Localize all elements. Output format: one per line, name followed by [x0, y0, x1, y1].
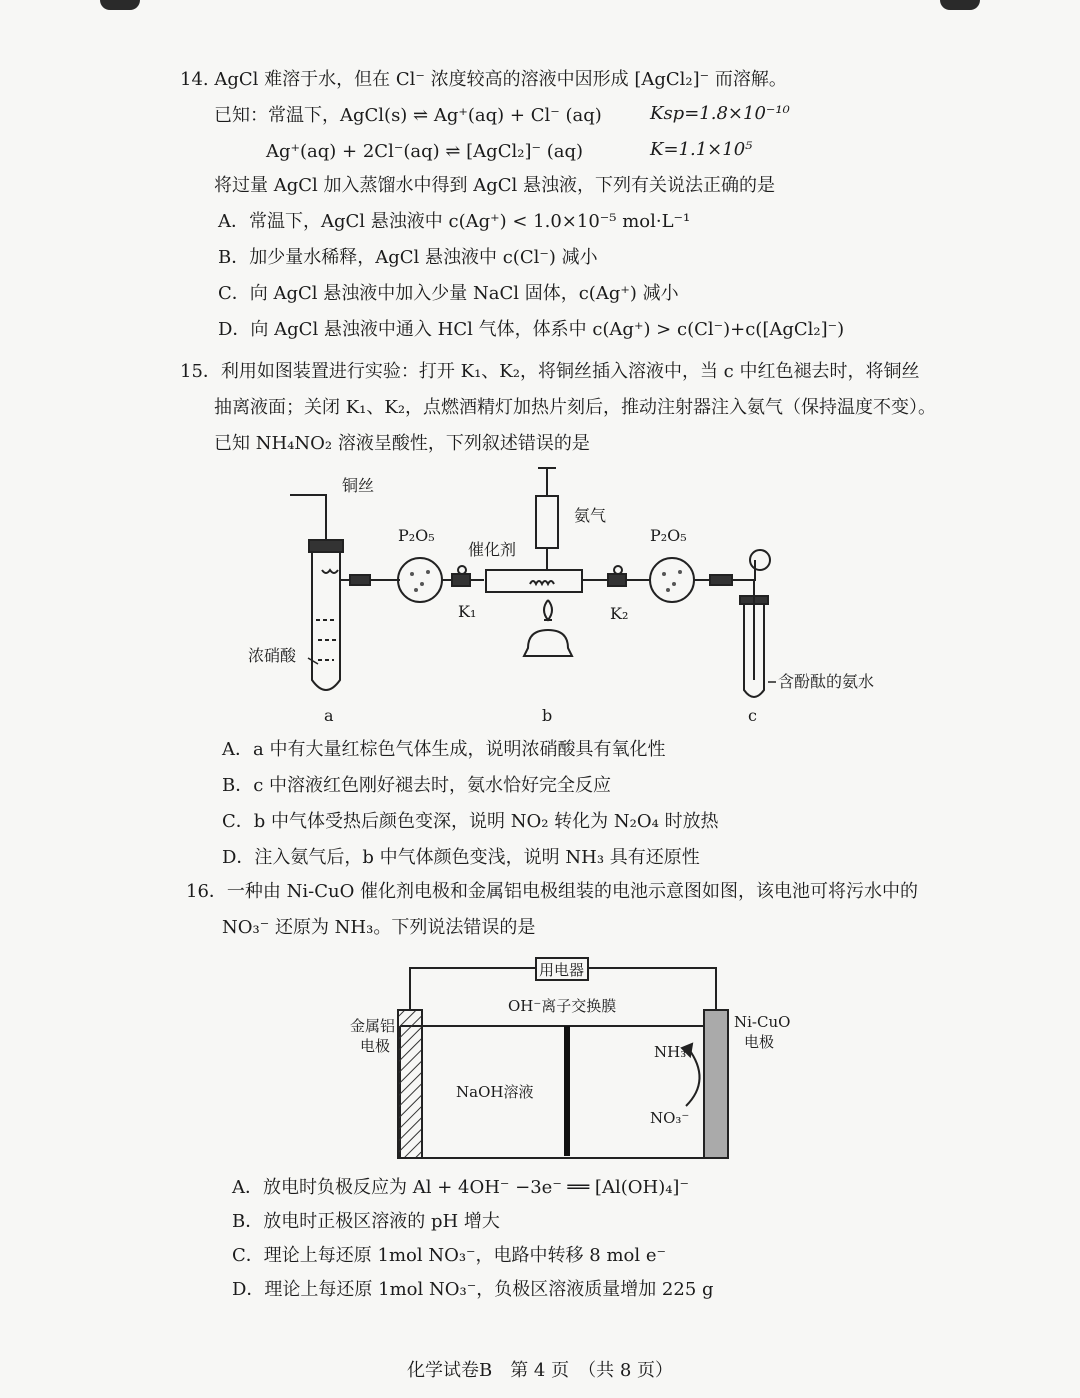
q15-stem-1: 15．利用如图装置进行实验：打开 K₁、K₂，将铜丝插入溶液中，当 c 中红色褪去时，将铜丝	[180, 361, 920, 382]
q15-stem-2: 抽离液面；关闭 K₁、K₂，点燃酒精灯加热片刻后，推动注射器注入氨气（保持温度不变）。	[214, 397, 937, 418]
label-ammonia: 氨气	[574, 506, 607, 525]
label-k1: K₁	[458, 602, 477, 621]
q14-given-1: 已知：常温下，AgCl(s) ⇌ Ag⁺(aq) + Cl⁻ (aq)	[214, 105, 602, 126]
nicuo-electrode	[704, 1010, 728, 1158]
label-a: a	[324, 706, 334, 725]
q14-option-a: A．常温下，AgCl 悬浊液中 c(Ag⁺) < 1.0×10⁻⁵ mol·L⁻¹	[218, 211, 691, 232]
q16-option-c: C．理论上每还原 1mol NO₃⁻，电路中转移 8 mol e⁻	[232, 1245, 666, 1266]
q14-option-b: B．加少量水稀释，AgCl 悬浊液中 c(Cl⁻) 减小	[218, 247, 598, 268]
label-phenol-ammonia: 含酚酞的氨水	[778, 672, 875, 691]
q14-stem: 14. AgCl 难溶于水，但在 Cl⁻ 浓度较高的溶液中因形成 [AgCl₂]⁻ 而溶解。	[180, 69, 787, 90]
label-k2: K₂	[610, 604, 629, 623]
label-nh3: NH₃	[654, 1043, 687, 1061]
page-footer: 化学试卷B 第 4 页 （共 8 页）	[406, 1360, 674, 1381]
q14-k: K=1.1×10⁵	[650, 139, 753, 160]
q14-prompt: 将过量 AgCl 加入蒸馏水中得到 AgCl 悬浊液，下列有关说法正确的是	[214, 175, 775, 196]
q16-stem-1: 16．一种由 Ni-CuO 催化剂电极和金属铝电极组装的电池示意图如图，该电池可将污水中的	[186, 881, 919, 902]
q15-option-c: C．b 中气体受热后颜色变深，说明 NO₂ 转化为 N₂O₄ 时放热	[222, 811, 719, 832]
label-appliance: 用电器	[539, 961, 585, 979]
q15-option-b: B．c 中溶液红色刚好褪去时，氨水恰好完全反应	[222, 775, 612, 796]
label-p2o5-left: P₂O₅	[398, 526, 435, 545]
label-p2o5-right: P₂O₅	[650, 526, 687, 545]
q15-option-d: D．注入氨气后，b 中气体颜色变浅，说明 NH₃ 具有还原性	[222, 847, 700, 868]
al-electrode	[398, 1010, 422, 1158]
membrane	[564, 1026, 570, 1156]
label-catalyst: 催化剂	[468, 540, 517, 559]
q15-option-a: A．a 中有大量红棕色气体生成，说明浓硝酸具有氧化性	[222, 739, 666, 760]
q16-option-b: B．放电时正极区溶液的 pH 增大	[232, 1211, 500, 1232]
label-no3: NO₃⁻	[650, 1109, 690, 1127]
reduction-arrow	[686, 1048, 700, 1106]
label-conc-nitric: 浓硝酸	[248, 646, 297, 665]
q16-option-d: D．理论上每还原 1mol NO₃⁻，负极区溶液质量增加 225 g	[232, 1279, 714, 1300]
label-b: b	[542, 706, 553, 725]
label-naoh: NaOH溶液	[456, 1083, 534, 1101]
label-membrane: OH⁻离子交换膜	[508, 997, 617, 1015]
label-c: c	[748, 706, 757, 725]
q14-option-d: D．向 AgCl 悬浊液中通入 HCl 气体，体系中 c(Ag⁺) > c(Cl⁻)+c([AgCl₂]⁻)	[218, 319, 845, 340]
q16-stem-2: NO₃⁻ 还原为 NH₃。下列说法错误的是	[222, 917, 536, 938]
q14-option-c: C．向 AgCl 悬浊液中加入少量 NaCl 固体，c(Ag⁺) 减小	[218, 283, 679, 304]
q14-ksp: Ksp=1.8×10⁻¹⁰	[650, 103, 790, 124]
label-al-electrode-1: 金属铝	[350, 1017, 396, 1035]
label-copper-wire: 铜丝	[342, 476, 375, 495]
label-al-electrode-2: 电极	[360, 1037, 391, 1055]
q16-option-a: A．放电时负极反应为 Al + 4OH⁻ −3e⁻ ══ [Al(OH)₄]⁻	[232, 1177, 689, 1198]
q14-given-2: Ag⁺(aq) + 2Cl⁻(aq) ⇌ [AgCl₂]⁻ (aq)	[266, 141, 583, 162]
q15-stem-3: 已知 NH₄NO₂ 溶液呈酸性，下列叙述错误的是	[214, 433, 590, 454]
label-nicuo-2: 电极	[744, 1033, 775, 1051]
label-nicuo-1: Ni-CuO	[734, 1013, 791, 1031]
